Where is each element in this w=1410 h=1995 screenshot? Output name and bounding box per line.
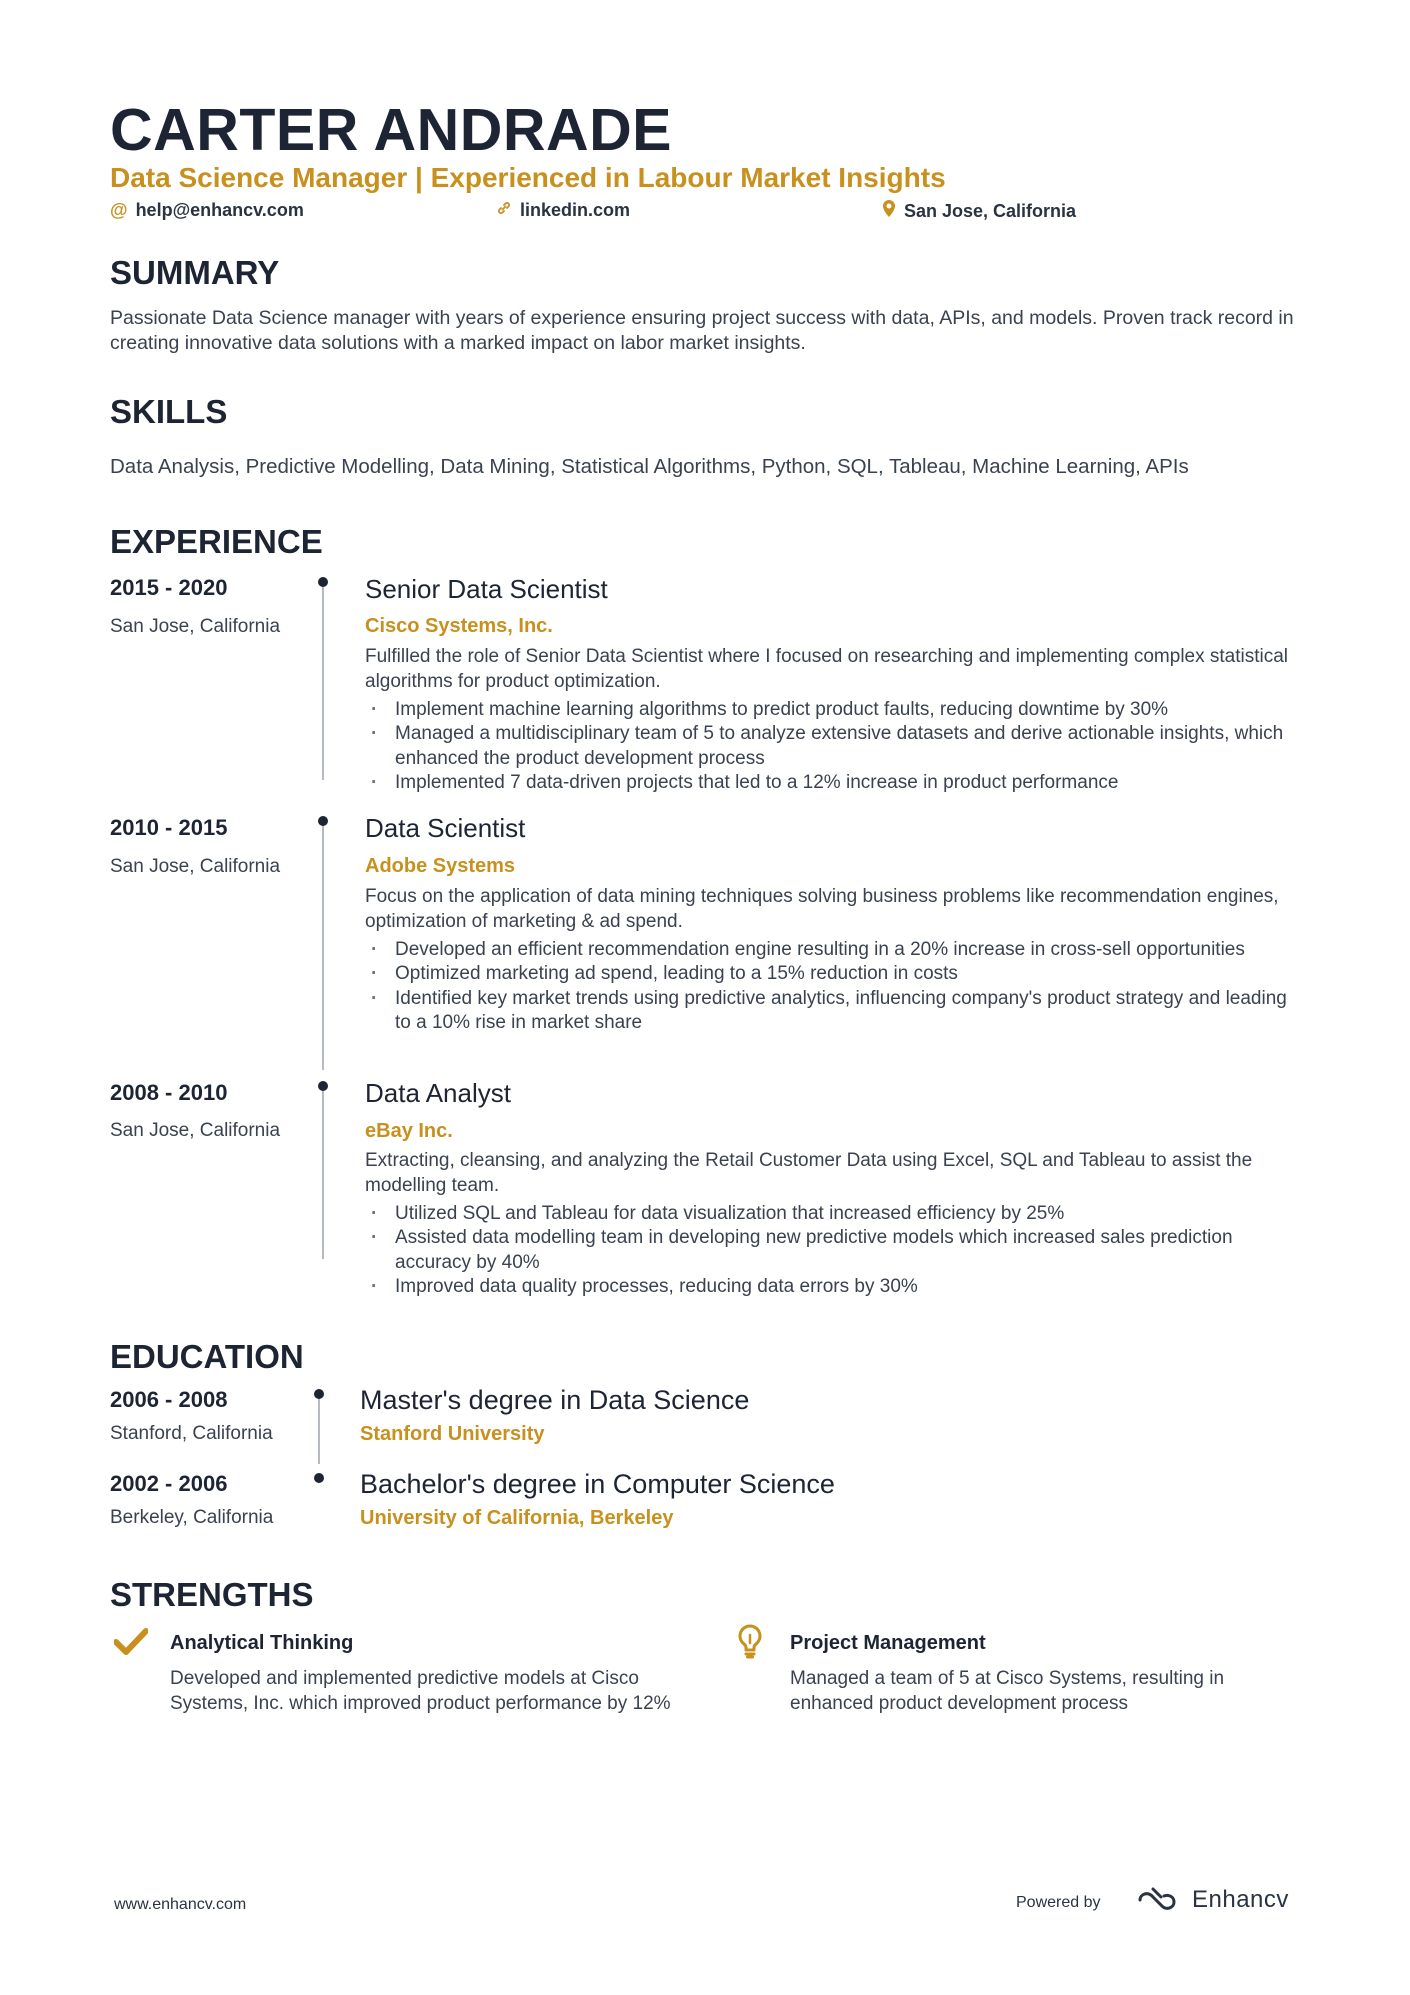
job-location: San Jose, California (110, 616, 281, 637)
timeline-dot (318, 577, 328, 587)
timeline-dot (318, 816, 328, 826)
job-dates: 2015 - 2020 (110, 575, 228, 600)
edu-location: Berkeley, California (110, 1507, 274, 1528)
job-description: Fulfilled the role of Senior Data Scientist where I focused on researching and implementing complex statistical algorithms for product optimization. (365, 646, 1289, 692)
lightbulb-icon (736, 1623, 764, 1664)
job-company: eBay Inc. (365, 1120, 453, 1142)
job-bullets (365, 698, 1305, 795)
contact-email[interactable] (110, 200, 304, 221)
strength-description: Developed and implemented predictive models at Cisco Systems, Inc. which improved product performance by 12% (170, 1668, 671, 1714)
candidate-name: CARTER ANDRADE (110, 97, 673, 163)
location-pin-icon (882, 200, 896, 223)
edu-dates: 2006 - 2008 (110, 1387, 228, 1412)
job-description: Extracting, cleansing, and analyzing the Retail Customer Data using Excel, SQL and Tableau to assist the modelling team. (365, 1150, 1253, 1196)
edu-degree: Master's degree in Data Science (360, 1385, 750, 1415)
job-title: Data Scientist (365, 813, 526, 843)
strength-title: Project Management (790, 1632, 986, 1654)
education-heading: EDUCATION (110, 1338, 304, 1375)
job-dates: 2008 - 2010 (110, 1080, 228, 1105)
job-title: Data Analyst (365, 1078, 511, 1108)
timeline-dot (314, 1389, 324, 1399)
linkedin-text: linkedin.com (520, 200, 631, 220)
job-bullet: · Implement machine learning algorithms to predict product faults, reducing downtime by 30% (365, 698, 1305, 722)
job-bullet: · Optimized marketing ad spend, leading to a 15% reduction in costs (365, 962, 1305, 986)
timeline-dot (314, 1473, 324, 1483)
job-bullet: · Managed a multidisciplinary team of 5 to analyze extensive datasets and derive actionable insights, which enhanced the product development process (365, 722, 1305, 771)
job-bullet: · Identified key market trends using predictive analytics, influencing company's product strategy and leading to a 10% rise in market share (365, 987, 1305, 1036)
job-bullet: · Utilized SQL and Tableau for data visualization that increased efficiency by 25% (365, 1202, 1305, 1226)
skills-heading: SKILLS (110, 393, 228, 430)
job-bullet: · Developed an efficient recommendation engine resulting in a 20% increase in cross-sell opportunities (365, 938, 1305, 962)
at-icon: @ (110, 200, 128, 220)
timeline-dot (318, 1081, 328, 1091)
email-text: help@enhancv.com (135, 200, 304, 220)
job-description: Focus on the application of data mining techniques solving business problems like recommendation engines, optimization of marketing & ad spend. (365, 886, 1279, 932)
job-dates: 2010 - 2015 (110, 815, 228, 840)
timeline-line (322, 1087, 324, 1259)
timeline-line (318, 1394, 320, 1464)
infinity-logo-icon (1136, 1885, 1186, 1915)
powered-by-label: Powered by (1016, 1894, 1101, 1911)
job-location: San Jose, California (110, 1120, 281, 1141)
contact-location (882, 200, 1076, 223)
edu-dates: 2002 - 2006 (110, 1471, 228, 1496)
timeline-line (322, 822, 324, 1070)
enhancv-logo[interactable] (1136, 1885, 1289, 1915)
job-bullets (365, 938, 1305, 1035)
link-icon (496, 200, 512, 221)
job-title: Senior Data Scientist (365, 574, 608, 604)
strength-description: Managed a team of 5 at Cisco Systems, resulting in enhanced product development process (790, 1668, 1225, 1714)
timeline-line (322, 582, 324, 780)
job-bullet: · Assisted data modelling team in developing new predictive models which increased sales prediction accuracy by 40% (365, 1226, 1305, 1275)
edu-degree: Bachelor's degree in Computer Science (360, 1469, 835, 1499)
strengths-heading: STRENGTHS (110, 1576, 314, 1613)
job-company: Cisco Systems, Inc. (365, 615, 553, 637)
contact-linkedin[interactable] (496, 200, 630, 221)
footer-url[interactable]: www.enhancv.com (114, 1896, 247, 1913)
skills-text: Data Analysis, Predictive Modelling, Data Mining, Statistical Algorithms, Python, SQL, Tableau, Machine Learning, APIs (110, 455, 1189, 478)
job-company: Adobe Systems (365, 855, 516, 877)
job-bullets (365, 1202, 1305, 1299)
checkmark-icon (114, 1628, 148, 1661)
summary-text: Passionate Data Science manager with years of experience ensuring project success with data, APIs, and models. Proven track record in creating innovative data solutions with a marked impact on labor market insights. (110, 307, 1294, 354)
job-bullet: · Implemented 7 data-driven projects that led to a 12% increase in product performance (365, 771, 1305, 795)
headline: Data Science Manager | Experienced in Labour Market Insights (110, 162, 946, 193)
edu-school: Stanford University (360, 1423, 545, 1445)
job-bullet: · Improved data quality processes, reducing data errors by 30% (365, 1275, 1305, 1299)
summary-heading: SUMMARY (110, 254, 280, 291)
edu-location: Stanford, California (110, 1423, 273, 1444)
strength-title: Analytical Thinking (170, 1632, 354, 1654)
job-location: San Jose, California (110, 856, 281, 877)
brand-name: Enhancv (1192, 1886, 1289, 1913)
experience-heading: EXPERIENCE (110, 523, 323, 560)
location-text: San Jose, California (904, 201, 1077, 221)
edu-school: University of California, Berkeley (360, 1507, 674, 1529)
